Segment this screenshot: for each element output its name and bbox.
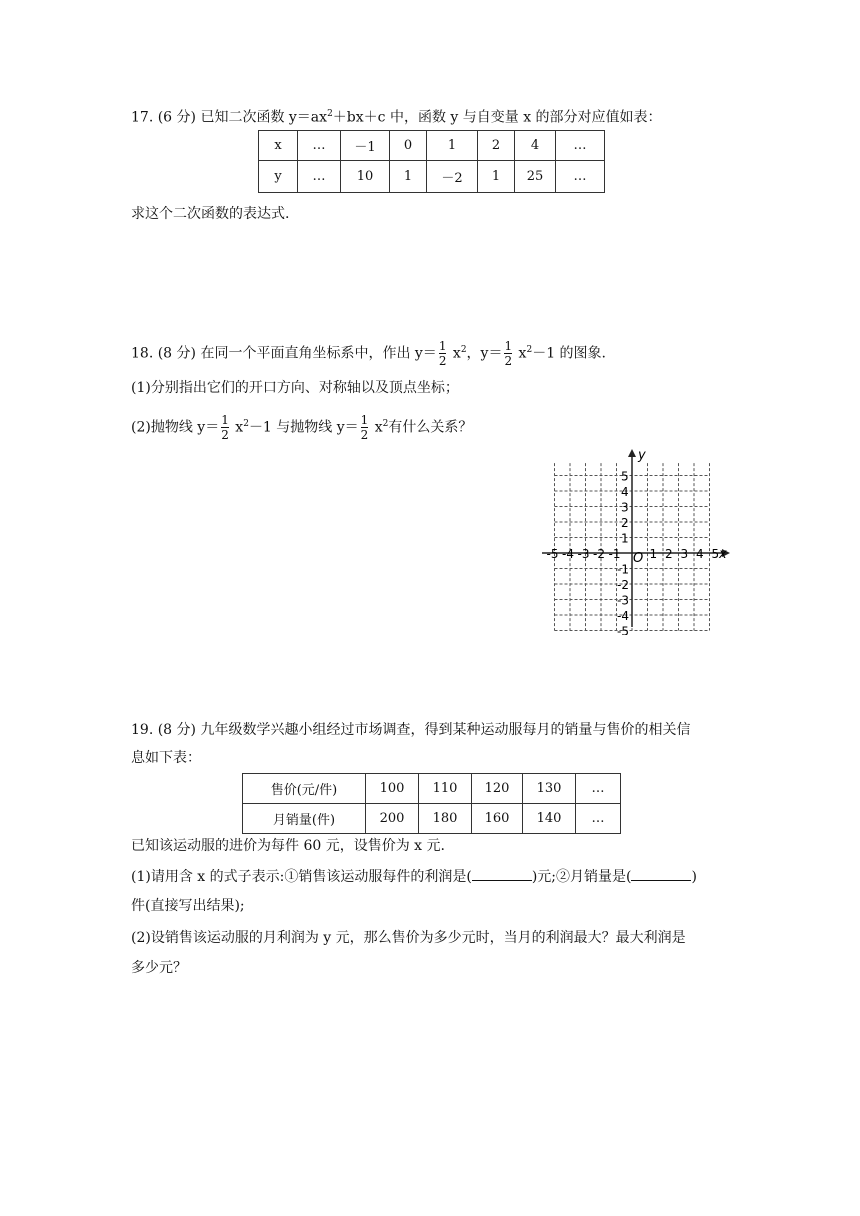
table-cell: 1 [390, 161, 427, 193]
q17-stem-sup: 2 [327, 109, 333, 119]
table-row [259, 161, 605, 193]
fraction-denominator: 2 [438, 354, 447, 369]
q18-part2-text-e: 有什么关系？ [388, 419, 473, 436]
table-cell: y [259, 161, 298, 193]
y-tick-label: 5 [621, 469, 629, 484]
coordinate-grid [538, 445, 734, 635]
q19-stem-line1 [131, 720, 690, 740]
q18-stem-text-c: ，y＝ [466, 345, 503, 362]
table-cell: 200 [366, 804, 419, 834]
q18-part2 [131, 406, 472, 446]
x-tick-label: -1 [608, 547, 621, 561]
q18-stem-text-d: x [514, 345, 527, 362]
q19-part1-cont: 件(直接写出结果); [131, 898, 245, 914]
q18-sup: 2 [460, 345, 467, 355]
table-cell: 160 [472, 804, 523, 834]
q18-sup: 2 [243, 419, 249, 429]
q17-number: 17. [131, 109, 154, 126]
q19-part2-line2: 多少元？ [131, 960, 187, 976]
x-tick-label: -2 [593, 547, 605, 561]
q17-ask: 求这个二次函数的表达式. [131, 206, 290, 222]
y-tick-label: 1 [621, 531, 629, 546]
q19-given: 已知该运动服的进价为每件 60 元，设售价为 x 元. [131, 838, 445, 854]
q19-part2-line1: (2)设销售该运动服的月利润为 y 元，那么售价为多少元时，当月的利润最大？最大利润是 [131, 930, 686, 946]
y-tick-label: -4 [617, 609, 629, 623]
table-row [259, 131, 605, 161]
answer-blank-sales[interactable] [631, 866, 691, 881]
q19-part1 [131, 866, 697, 887]
q18-stem-text-e: －1 的图象. [532, 345, 607, 362]
x-tick-label: 4 [696, 547, 704, 561]
x-tick-label: 2 [665, 547, 673, 561]
table-cell: 180 [419, 804, 472, 834]
q19-number: 19. [131, 722, 154, 738]
q18-sup: 2 [526, 345, 533, 355]
q18-part2-text-a: (2)抛物线 y＝ [131, 419, 220, 436]
x-tick-label: 1 [649, 547, 658, 561]
fraction-one-half [361, 413, 369, 442]
table-cell: 售价(元/件) [243, 774, 366, 804]
q17-stem-text-a: 已知二次函数 y＝ax [200, 109, 328, 126]
q18-number: 18. [131, 345, 154, 362]
table-cell: 25 [515, 161, 556, 193]
answer-blank-profit[interactable] [472, 866, 532, 881]
y-axis-label: y [638, 448, 646, 463]
q19-part1-text-a: (1)请用含 x 的式子表示:①销售该运动服每件的利润是( [131, 869, 472, 885]
y-tick-label: -2 [617, 578, 629, 592]
table-cell: … [556, 161, 605, 193]
y-tick-label: -1 [617, 562, 629, 577]
q18-part2-text-b: x [230, 419, 244, 436]
fraction-numerator: 1 [221, 413, 229, 428]
y-tick-label: 2 [621, 516, 629, 530]
q19-stem-line2: 息如下表： [131, 750, 201, 766]
table-cell: 10 [341, 161, 390, 193]
table-cell: 140 [523, 804, 576, 834]
table-cell: －2 [427, 161, 478, 193]
q18-part2-text-c: －1 与抛物线 y＝ [248, 419, 359, 436]
fraction-numerator: 1 [438, 339, 447, 354]
table-cell: … [298, 161, 341, 193]
table-cell: 100 [366, 774, 419, 804]
y-tick-label: 4 [621, 485, 629, 499]
table-cell: 4 [515, 131, 556, 161]
x-tick-label: -5 [546, 547, 559, 561]
fraction-denominator: 2 [360, 428, 369, 443]
table-row [243, 804, 621, 834]
fraction-one-half [439, 339, 447, 368]
table-cell: 0 [390, 131, 427, 161]
q18-score: (8 分) [157, 345, 196, 362]
q18-stem-text-a: 在同一个平面直角坐标系中，作出 y＝ [200, 345, 437, 362]
table-cell: 1 [478, 161, 515, 193]
fraction-one-half [504, 339, 512, 368]
q19-part1-text-b: )元;②月销量是( [531, 869, 632, 885]
y-tick-label: -5 [617, 624, 629, 635]
table-cell: －1 [341, 131, 390, 161]
q18-part1: (1)分别指出它们的开口方向、对称轴以及顶点坐标； [131, 380, 459, 396]
table-cell: x [259, 131, 298, 161]
x-axis-label: x [719, 547, 727, 562]
table-cell: 月销量(件) [243, 804, 366, 834]
q17-stem [131, 104, 662, 128]
q17-stem-text-b: ＋bx＋c 中，函数 y 与自变量 x 的部分对应值如表： [332, 109, 662, 126]
q18-part2-text-d: x [370, 419, 383, 436]
table-cell: 2 [478, 131, 515, 161]
table-row [243, 774, 621, 804]
q18-stem-text-b: x [448, 345, 461, 362]
q19-part1-text-c: ) [691, 869, 697, 885]
fraction-denominator: 2 [504, 354, 513, 369]
q19-score: (8 分) [157, 722, 196, 738]
x-tick-label: 5 [711, 547, 720, 561]
y-tick-label: -3 [617, 593, 629, 608]
table-cell: … [556, 131, 605, 161]
fraction-numerator: 1 [504, 339, 513, 354]
q19-stem-text: 九年级数学兴趣小组经过市场调查，得到某种运动服每月的销量与售价的相关信 [200, 722, 691, 738]
table-cell: 110 [419, 774, 472, 804]
q17-value-table [258, 130, 605, 193]
y-tick-label: 3 [621, 500, 629, 515]
y-axis-arrow [628, 449, 636, 457]
table-cell: … [576, 804, 621, 834]
table-cell: … [298, 131, 341, 161]
q18-sup: 2 [382, 419, 389, 429]
x-tick-label: 3 [680, 547, 689, 561]
table-cell: … [576, 774, 621, 804]
fraction-one-half [221, 413, 229, 442]
q17-score: (6 分) [157, 109, 196, 126]
fraction-numerator: 1 [360, 413, 369, 428]
q19-price-table [242, 773, 621, 834]
x-tick-label: -4 [562, 547, 574, 561]
table-cell: 130 [523, 774, 576, 804]
x-tick-label: -3 [577, 547, 590, 561]
table-cell: 120 [472, 774, 523, 804]
fraction-denominator: 2 [221, 428, 229, 443]
table-cell: 1 [427, 131, 478, 161]
q18-stem [131, 332, 606, 372]
origin-label: O [633, 551, 644, 566]
